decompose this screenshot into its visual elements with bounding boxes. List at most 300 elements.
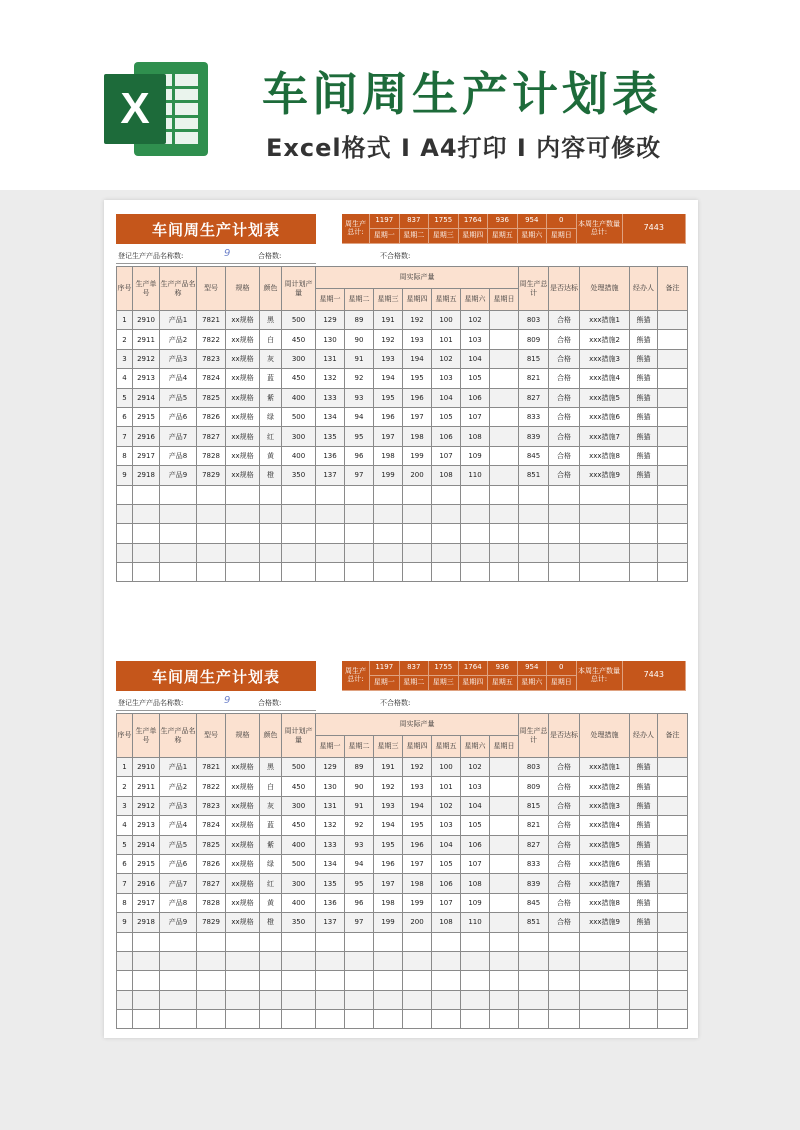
empty-cell[interactable] bbox=[461, 990, 490, 1009]
empty-cell[interactable] bbox=[461, 971, 490, 990]
empty-cell[interactable] bbox=[197, 971, 226, 990]
empty-cell[interactable] bbox=[160, 543, 197, 562]
empty-cell[interactable] bbox=[197, 990, 226, 1009]
cell-color[interactable]: 黄 bbox=[260, 446, 282, 465]
cell-seq[interactable]: 5 bbox=[117, 388, 133, 407]
cell-day-output[interactable]: 101 bbox=[432, 330, 461, 349]
cell-product-name[interactable]: 产品3 bbox=[160, 796, 197, 815]
empty-cell[interactable] bbox=[345, 932, 374, 951]
empty-cell[interactable] bbox=[580, 485, 630, 504]
empty-cell[interactable] bbox=[519, 971, 549, 990]
empty-cell[interactable] bbox=[658, 524, 688, 543]
cell-day-output[interactable]: 194 bbox=[403, 796, 432, 815]
cell-day-output[interactable]: 193 bbox=[374, 349, 403, 368]
empty-cell[interactable] bbox=[226, 504, 260, 523]
cell-model[interactable]: 7823 bbox=[197, 796, 226, 815]
cell-seq[interactable]: 8 bbox=[117, 893, 133, 912]
cell-remark[interactable] bbox=[658, 388, 688, 407]
cell-spec[interactable]: xx规格 bbox=[226, 816, 260, 835]
cell-seq[interactable]: 2 bbox=[117, 777, 133, 796]
cell-pass[interactable]: 合格 bbox=[549, 330, 580, 349]
empty-cell[interactable] bbox=[658, 990, 688, 1009]
cell-day-output[interactable]: 108 bbox=[432, 913, 461, 932]
cell-spec[interactable]: xx规格 bbox=[226, 349, 260, 368]
empty-cell[interactable] bbox=[490, 563, 519, 582]
empty-cell[interactable] bbox=[117, 485, 133, 504]
cell-order[interactable]: 2914 bbox=[133, 388, 160, 407]
cell-model[interactable]: 7826 bbox=[197, 407, 226, 426]
empty-cell[interactable] bbox=[260, 932, 282, 951]
cell-day-output[interactable]: 198 bbox=[403, 874, 432, 893]
cell-pass[interactable]: 合格 bbox=[549, 777, 580, 796]
cell-spec[interactable]: xx规格 bbox=[226, 874, 260, 893]
empty-cell[interactable] bbox=[432, 951, 461, 970]
cell-weekly-total[interactable]: 815 bbox=[519, 349, 549, 368]
registered-products-value[interactable]: 9 bbox=[224, 248, 231, 259]
cell-day-output[interactable]: 109 bbox=[461, 446, 490, 465]
cell-day-output[interactable]: 200 bbox=[403, 466, 432, 485]
cell-day-output[interactable]: 107 bbox=[461, 854, 490, 873]
cell-day-output[interactable]: 103 bbox=[461, 777, 490, 796]
empty-cell[interactable] bbox=[658, 485, 688, 504]
empty-cell[interactable] bbox=[403, 524, 432, 543]
cell-order[interactable]: 2916 bbox=[133, 874, 160, 893]
empty-cell[interactable] bbox=[490, 990, 519, 1009]
cell-measure[interactable]: xxx措施3 bbox=[580, 349, 630, 368]
empty-cell[interactable] bbox=[282, 932, 316, 951]
empty-cell[interactable] bbox=[549, 504, 580, 523]
cell-plan[interactable]: 400 bbox=[282, 835, 316, 854]
cell-pass[interactable]: 合格 bbox=[549, 893, 580, 912]
empty-cell[interactable] bbox=[461, 543, 490, 562]
cell-product-name[interactable]: 产品7 bbox=[160, 874, 197, 893]
cell-plan[interactable]: 300 bbox=[282, 349, 316, 368]
cell-day-output[interactable] bbox=[490, 407, 519, 426]
cell-handler[interactable]: 熊猫 bbox=[630, 874, 658, 893]
cell-product-name[interactable]: 产品5 bbox=[160, 835, 197, 854]
cell-spec[interactable]: xx规格 bbox=[226, 758, 260, 777]
cell-day-output[interactable]: 102 bbox=[432, 796, 461, 815]
cell-day-output[interactable] bbox=[490, 874, 519, 893]
empty-cell[interactable] bbox=[316, 524, 345, 543]
empty-cell[interactable] bbox=[432, 543, 461, 562]
cell-measure[interactable]: xxx措施5 bbox=[580, 835, 630, 854]
empty-cell[interactable] bbox=[374, 504, 403, 523]
cell-weekly-total[interactable]: 821 bbox=[519, 369, 549, 388]
empty-cell[interactable] bbox=[226, 563, 260, 582]
empty-cell[interactable] bbox=[519, 990, 549, 1009]
empty-cell[interactable] bbox=[282, 971, 316, 990]
empty-cell[interactable] bbox=[160, 951, 197, 970]
empty-cell[interactable] bbox=[658, 1010, 688, 1029]
empty-cell[interactable] bbox=[658, 563, 688, 582]
cell-order[interactable]: 2915 bbox=[133, 854, 160, 873]
cell-remark[interactable] bbox=[658, 777, 688, 796]
cell-color[interactable]: 蓝 bbox=[260, 369, 282, 388]
cell-weekly-total[interactable]: 851 bbox=[519, 466, 549, 485]
empty-cell[interactable] bbox=[345, 563, 374, 582]
cell-pass[interactable]: 合格 bbox=[549, 369, 580, 388]
cell-measure[interactable]: xxx措施5 bbox=[580, 388, 630, 407]
cell-day-output[interactable]: 192 bbox=[374, 777, 403, 796]
empty-cell[interactable] bbox=[197, 524, 226, 543]
cell-model[interactable]: 7822 bbox=[197, 330, 226, 349]
cell-seq[interactable]: 8 bbox=[117, 446, 133, 465]
empty-cell[interactable] bbox=[197, 1010, 226, 1029]
cell-day-output[interactable] bbox=[490, 893, 519, 912]
empty-cell[interactable] bbox=[260, 504, 282, 523]
empty-cell[interactable] bbox=[226, 951, 260, 970]
empty-cell[interactable] bbox=[549, 485, 580, 504]
cell-day-output[interactable]: 89 bbox=[345, 311, 374, 330]
cell-day-output[interactable] bbox=[490, 330, 519, 349]
empty-cell[interactable] bbox=[160, 563, 197, 582]
empty-cell[interactable] bbox=[282, 485, 316, 504]
empty-cell[interactable] bbox=[374, 563, 403, 582]
cell-order[interactable]: 2917 bbox=[133, 446, 160, 465]
empty-cell[interactable] bbox=[580, 504, 630, 523]
cell-day-output[interactable]: 100 bbox=[432, 758, 461, 777]
cell-day-output[interactable]: 90 bbox=[345, 330, 374, 349]
cell-plan[interactable]: 500 bbox=[282, 311, 316, 330]
empty-cell[interactable] bbox=[197, 563, 226, 582]
cell-plan[interactable]: 350 bbox=[282, 466, 316, 485]
cell-order[interactable]: 2910 bbox=[133, 758, 160, 777]
cell-day-output[interactable]: 94 bbox=[345, 407, 374, 426]
cell-order[interactable]: 2914 bbox=[133, 835, 160, 854]
empty-cell[interactable] bbox=[260, 485, 282, 504]
empty-cell[interactable] bbox=[226, 485, 260, 504]
empty-cell[interactable] bbox=[345, 504, 374, 523]
cell-model[interactable]: 7824 bbox=[197, 369, 226, 388]
cell-day-output[interactable]: 91 bbox=[345, 796, 374, 815]
cell-day-output[interactable]: 108 bbox=[461, 427, 490, 446]
empty-cell[interactable] bbox=[345, 971, 374, 990]
empty-cell[interactable] bbox=[374, 543, 403, 562]
empty-cell[interactable] bbox=[197, 504, 226, 523]
cell-day-output[interactable]: 103 bbox=[432, 369, 461, 388]
cell-product-name[interactable]: 产品1 bbox=[160, 311, 197, 330]
empty-cell[interactable] bbox=[226, 990, 260, 1009]
empty-cell[interactable] bbox=[316, 990, 345, 1009]
empty-cell[interactable] bbox=[630, 1010, 658, 1029]
cell-seq[interactable]: 9 bbox=[117, 913, 133, 932]
cell-pass[interactable]: 合格 bbox=[549, 874, 580, 893]
empty-cell[interactable] bbox=[403, 951, 432, 970]
cell-measure[interactable]: xxx措施6 bbox=[580, 854, 630, 873]
cell-day-output[interactable]: 102 bbox=[461, 311, 490, 330]
cell-pass[interactable]: 合格 bbox=[549, 854, 580, 873]
empty-cell[interactable] bbox=[490, 524, 519, 543]
empty-cell[interactable] bbox=[403, 932, 432, 951]
cell-day-output[interactable]: 102 bbox=[432, 349, 461, 368]
cell-day-output[interactable]: 198 bbox=[403, 427, 432, 446]
empty-cell[interactable] bbox=[133, 485, 160, 504]
cell-handler[interactable]: 熊猫 bbox=[630, 349, 658, 368]
empty-cell[interactable] bbox=[580, 543, 630, 562]
empty-cell[interactable] bbox=[630, 485, 658, 504]
empty-cell[interactable] bbox=[490, 543, 519, 562]
cell-weekly-total[interactable]: 839 bbox=[519, 874, 549, 893]
cell-day-output[interactable] bbox=[490, 835, 519, 854]
cell-spec[interactable]: xx规格 bbox=[226, 835, 260, 854]
cell-order[interactable]: 2918 bbox=[133, 466, 160, 485]
cell-day-output[interactable]: 102 bbox=[461, 758, 490, 777]
cell-plan[interactable]: 400 bbox=[282, 893, 316, 912]
cell-seq[interactable]: 7 bbox=[117, 874, 133, 893]
cell-handler[interactable]: 熊猫 bbox=[630, 893, 658, 912]
cell-plan[interactable]: 400 bbox=[282, 388, 316, 407]
empty-cell[interactable] bbox=[160, 524, 197, 543]
cell-product-name[interactable]: 产品9 bbox=[160, 466, 197, 485]
cell-order[interactable]: 2912 bbox=[133, 796, 160, 815]
empty-cell[interactable] bbox=[490, 951, 519, 970]
cell-day-output[interactable]: 101 bbox=[432, 777, 461, 796]
cell-day-output[interactable]: 97 bbox=[345, 466, 374, 485]
cell-day-output[interactable]: 134 bbox=[316, 407, 345, 426]
cell-model[interactable]: 7825 bbox=[197, 388, 226, 407]
cell-day-output[interactable] bbox=[490, 466, 519, 485]
empty-cell[interactable] bbox=[580, 1010, 630, 1029]
empty-cell[interactable] bbox=[345, 485, 374, 504]
cell-color[interactable]: 蓝 bbox=[260, 816, 282, 835]
empty-cell[interactable] bbox=[549, 990, 580, 1009]
cell-day-output[interactable]: 104 bbox=[432, 835, 461, 854]
cell-day-output[interactable]: 199 bbox=[374, 466, 403, 485]
empty-cell[interactable] bbox=[345, 1010, 374, 1029]
empty-cell[interactable] bbox=[490, 485, 519, 504]
cell-measure[interactable]: xxx措施8 bbox=[580, 893, 630, 912]
cell-spec[interactable]: xx规格 bbox=[226, 466, 260, 485]
cell-day-output[interactable]: 195 bbox=[374, 388, 403, 407]
cell-day-output[interactable]: 193 bbox=[374, 796, 403, 815]
cell-pass[interactable]: 合格 bbox=[549, 349, 580, 368]
cell-day-output[interactable]: 194 bbox=[403, 349, 432, 368]
cell-weekly-total[interactable]: 845 bbox=[519, 446, 549, 465]
cell-color[interactable]: 橙 bbox=[260, 466, 282, 485]
cell-day-output[interactable]: 103 bbox=[432, 816, 461, 835]
empty-cell[interactable] bbox=[549, 524, 580, 543]
cell-handler[interactable]: 熊猫 bbox=[630, 369, 658, 388]
cell-model[interactable]: 7823 bbox=[197, 349, 226, 368]
cell-measure[interactable]: xxx措施9 bbox=[580, 913, 630, 932]
empty-cell[interactable] bbox=[260, 543, 282, 562]
empty-cell[interactable] bbox=[345, 990, 374, 1009]
cell-day-output[interactable]: 130 bbox=[316, 330, 345, 349]
empty-cell[interactable] bbox=[282, 1010, 316, 1029]
empty-cell[interactable] bbox=[160, 1010, 197, 1029]
cell-order[interactable]: 2913 bbox=[133, 369, 160, 388]
empty-cell[interactable] bbox=[461, 932, 490, 951]
cell-measure[interactable]: xxx措施2 bbox=[580, 777, 630, 796]
empty-cell[interactable] bbox=[197, 951, 226, 970]
empty-cell[interactable] bbox=[260, 563, 282, 582]
cell-weekly-total[interactable]: 833 bbox=[519, 854, 549, 873]
cell-plan[interactable]: 400 bbox=[282, 446, 316, 465]
empty-cell[interactable] bbox=[133, 1010, 160, 1029]
empty-cell[interactable] bbox=[432, 1010, 461, 1029]
empty-cell[interactable] bbox=[403, 971, 432, 990]
empty-cell[interactable] bbox=[374, 485, 403, 504]
cell-day-output[interactable]: 195 bbox=[374, 835, 403, 854]
cell-order[interactable]: 2913 bbox=[133, 816, 160, 835]
empty-cell[interactable] bbox=[374, 1010, 403, 1029]
cell-day-output[interactable]: 192 bbox=[374, 330, 403, 349]
cell-remark[interactable] bbox=[658, 427, 688, 446]
cell-day-output[interactable]: 105 bbox=[432, 407, 461, 426]
cell-product-name[interactable]: 产品1 bbox=[160, 758, 197, 777]
cell-day-output[interactable] bbox=[490, 796, 519, 815]
cell-plan[interactable]: 500 bbox=[282, 407, 316, 426]
cell-day-output[interactable]: 137 bbox=[316, 466, 345, 485]
cell-remark[interactable] bbox=[658, 446, 688, 465]
cell-day-output[interactable]: 93 bbox=[345, 388, 374, 407]
empty-cell[interactable] bbox=[658, 504, 688, 523]
cell-day-output[interactable]: 196 bbox=[403, 835, 432, 854]
cell-weekly-total[interactable]: 839 bbox=[519, 427, 549, 446]
empty-cell[interactable] bbox=[197, 485, 226, 504]
cell-plan[interactable]: 500 bbox=[282, 758, 316, 777]
cell-handler[interactable]: 熊猫 bbox=[630, 854, 658, 873]
cell-measure[interactable]: xxx措施2 bbox=[580, 330, 630, 349]
cell-weekly-total[interactable]: 803 bbox=[519, 311, 549, 330]
cell-day-output[interactable]: 94 bbox=[345, 854, 374, 873]
cell-day-output[interactable] bbox=[490, 349, 519, 368]
empty-cell[interactable] bbox=[630, 951, 658, 970]
empty-cell[interactable] bbox=[432, 485, 461, 504]
cell-handler[interactable]: 熊猫 bbox=[630, 388, 658, 407]
empty-cell[interactable] bbox=[461, 563, 490, 582]
empty-cell[interactable] bbox=[519, 524, 549, 543]
cell-day-output[interactable]: 110 bbox=[461, 466, 490, 485]
empty-cell[interactable] bbox=[316, 563, 345, 582]
empty-cell[interactable] bbox=[374, 951, 403, 970]
cell-product-name[interactable]: 产品5 bbox=[160, 388, 197, 407]
empty-cell[interactable] bbox=[630, 932, 658, 951]
empty-cell[interactable] bbox=[226, 971, 260, 990]
cell-handler[interactable]: 熊猫 bbox=[630, 311, 658, 330]
empty-cell[interactable] bbox=[490, 504, 519, 523]
cell-day-output[interactable]: 200 bbox=[403, 913, 432, 932]
cell-pass[interactable]: 合格 bbox=[549, 796, 580, 815]
cell-weekly-total[interactable]: 845 bbox=[519, 893, 549, 912]
cell-day-output[interactable]: 91 bbox=[345, 349, 374, 368]
cell-weekly-total[interactable]: 827 bbox=[519, 835, 549, 854]
empty-cell[interactable] bbox=[519, 951, 549, 970]
cell-day-output[interactable]: 129 bbox=[316, 758, 345, 777]
cell-product-name[interactable]: 产品9 bbox=[160, 913, 197, 932]
cell-weekly-total[interactable]: 815 bbox=[519, 796, 549, 815]
cell-day-output[interactable] bbox=[490, 446, 519, 465]
cell-product-name[interactable]: 产品4 bbox=[160, 816, 197, 835]
cell-weekly-total[interactable]: 803 bbox=[519, 758, 549, 777]
empty-cell[interactable] bbox=[580, 563, 630, 582]
cell-product-name[interactable]: 产品6 bbox=[160, 854, 197, 873]
cell-pass[interactable]: 合格 bbox=[549, 835, 580, 854]
cell-remark[interactable] bbox=[658, 816, 688, 835]
empty-cell[interactable] bbox=[160, 932, 197, 951]
cell-day-output[interactable]: 105 bbox=[461, 816, 490, 835]
cell-measure[interactable]: xxx措施4 bbox=[580, 816, 630, 835]
registered-products-value[interactable]: 9 bbox=[224, 695, 231, 706]
cell-color[interactable]: 红 bbox=[260, 874, 282, 893]
cell-plan[interactable]: 500 bbox=[282, 854, 316, 873]
empty-cell[interactable] bbox=[260, 1010, 282, 1029]
cell-day-output[interactable]: 196 bbox=[374, 854, 403, 873]
cell-seq[interactable]: 5 bbox=[117, 835, 133, 854]
cell-remark[interactable] bbox=[658, 407, 688, 426]
cell-order[interactable]: 2916 bbox=[133, 427, 160, 446]
cell-day-output[interactable] bbox=[490, 854, 519, 873]
cell-seq[interactable]: 9 bbox=[117, 466, 133, 485]
cell-remark[interactable] bbox=[658, 330, 688, 349]
cell-day-output[interactable]: 95 bbox=[345, 874, 374, 893]
empty-cell[interactable] bbox=[490, 932, 519, 951]
cell-day-output[interactable]: 95 bbox=[345, 427, 374, 446]
cell-handler[interactable]: 熊猫 bbox=[630, 835, 658, 854]
cell-measure[interactable]: xxx措施7 bbox=[580, 427, 630, 446]
empty-cell[interactable] bbox=[226, 524, 260, 543]
cell-day-output[interactable] bbox=[490, 777, 519, 796]
empty-cell[interactable] bbox=[432, 504, 461, 523]
cell-day-output[interactable]: 107 bbox=[432, 446, 461, 465]
empty-cell[interactable] bbox=[549, 951, 580, 970]
empty-cell[interactable] bbox=[519, 932, 549, 951]
cell-handler[interactable]: 熊猫 bbox=[630, 427, 658, 446]
cell-handler[interactable]: 熊猫 bbox=[630, 913, 658, 932]
cell-model[interactable]: 7821 bbox=[197, 758, 226, 777]
cell-day-output[interactable]: 96 bbox=[345, 446, 374, 465]
empty-cell[interactable] bbox=[160, 990, 197, 1009]
cell-day-output[interactable] bbox=[490, 388, 519, 407]
cell-seq[interactable]: 4 bbox=[117, 369, 133, 388]
empty-cell[interactable] bbox=[282, 543, 316, 562]
empty-cell[interactable] bbox=[630, 524, 658, 543]
cell-day-output[interactable]: 92 bbox=[345, 369, 374, 388]
empty-cell[interactable] bbox=[630, 990, 658, 1009]
cell-spec[interactable]: xx规格 bbox=[226, 427, 260, 446]
cell-day-output[interactable]: 133 bbox=[316, 388, 345, 407]
empty-cell[interactable] bbox=[490, 971, 519, 990]
cell-spec[interactable]: xx规格 bbox=[226, 388, 260, 407]
cell-day-output[interactable]: 194 bbox=[374, 816, 403, 835]
empty-cell[interactable] bbox=[282, 563, 316, 582]
empty-cell[interactable] bbox=[461, 951, 490, 970]
empty-cell[interactable] bbox=[580, 990, 630, 1009]
empty-cell[interactable] bbox=[461, 504, 490, 523]
cell-day-output[interactable]: 96 bbox=[345, 893, 374, 912]
cell-day-output[interactable]: 90 bbox=[345, 777, 374, 796]
cell-pass[interactable]: 合格 bbox=[549, 446, 580, 465]
empty-cell[interactable] bbox=[117, 524, 133, 543]
cell-product-name[interactable]: 产品2 bbox=[160, 330, 197, 349]
cell-weekly-total[interactable]: 851 bbox=[519, 913, 549, 932]
cell-pass[interactable]: 合格 bbox=[549, 407, 580, 426]
cell-day-output[interactable]: 197 bbox=[374, 427, 403, 446]
empty-cell[interactable] bbox=[374, 524, 403, 543]
cell-measure[interactable]: xxx措施1 bbox=[580, 311, 630, 330]
cell-remark[interactable] bbox=[658, 311, 688, 330]
cell-model[interactable]: 7827 bbox=[197, 427, 226, 446]
empty-cell[interactable] bbox=[117, 543, 133, 562]
cell-day-output[interactable]: 197 bbox=[403, 407, 432, 426]
cell-day-output[interactable]: 197 bbox=[374, 874, 403, 893]
empty-cell[interactable] bbox=[282, 951, 316, 970]
empty-cell[interactable] bbox=[519, 543, 549, 562]
empty-cell[interactable] bbox=[133, 563, 160, 582]
cell-seq[interactable]: 3 bbox=[117, 349, 133, 368]
cell-spec[interactable]: xx规格 bbox=[226, 796, 260, 815]
